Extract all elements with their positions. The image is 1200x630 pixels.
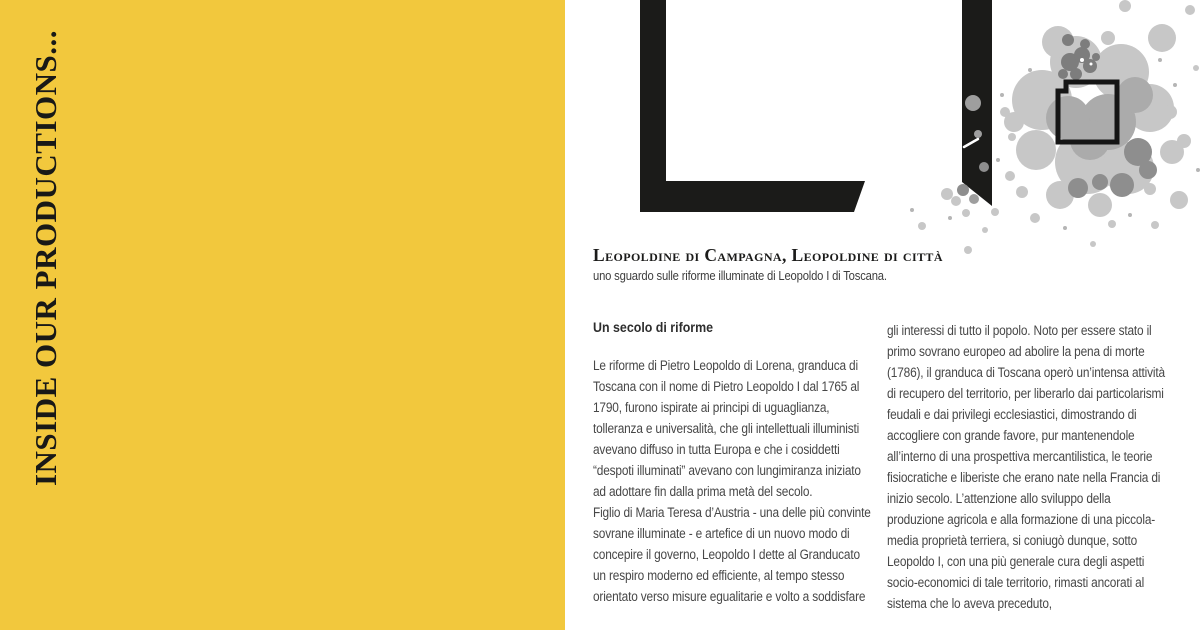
paragraph: Figlio di Maria Teresa d’Austria - una delle più convinte sovrane illuminate - e artefice di un nuovo modo di concepire il governo, Leopoldo I dette al Granducato un respiro moderno ed efficiente, al tempo stesso orientato verso misure egualitarie e volto a soddisfare (593, 505, 871, 604)
ink-brush-stroke (941, 0, 992, 217)
article-subtitle: uno sguardo sulle riforme illuminate di Leopoldo I di Toscana. (593, 269, 887, 283)
ink-splatter (910, 0, 1200, 254)
article-column-left (593, 355, 873, 607)
paragraph: gli interessi di tutto il popolo. Noto per essere stato il primo sovrano europeo ad abolire la pena di morte (1786), il granduca di Toscana operò un’intensa attività di recupero del territorio, per liberarlo dai particolarismi feudali e dai privilegi ecclesiastici, dimostrando di accogliere con grande favore, pur mantenendole all’interno di una prospettiva mercantilistica, le teorie fisiocratiche e liberiste che erano nate nella Francia di inizio secolo. L’attenzione allo sviluppo della produzione agricola e alla formazione di una piccola-media proprietà terriera, si coniugò dunque, sotto Leopoldo I, con una più generale cura degli aspetti socio-economici di tale territorio, rimasti ancorati al sistema che lo aveva preceduto, (887, 323, 1165, 611)
letter-l-glyph (640, 0, 865, 212)
vertical-panel-title: INSIDE OUR PRODUCTIONS... (28, 29, 63, 487)
article-title: Leopoldine di Campagna, Leopoldine di città (593, 245, 943, 265)
hero-art (0, 0, 1200, 260)
article-column-right (887, 320, 1167, 614)
section-heading: Un secolo di riforme (593, 320, 714, 335)
paragraph: Le riforme di Pietro Leopoldo di Lorena, granduca di Toscana con il nome di Pietro Leopoldo I dal 1765 al 1790, furono ispirate ai principi di uguaglianza, tolleranza e universalità, che gli intellettuali illuministi avevano diffuso in tutta Europa e che i cosiddetti “despoti illuminati” avevano con lungimiranza iniziato ad adottare fin dalla prima metà del secolo. (593, 358, 861, 499)
